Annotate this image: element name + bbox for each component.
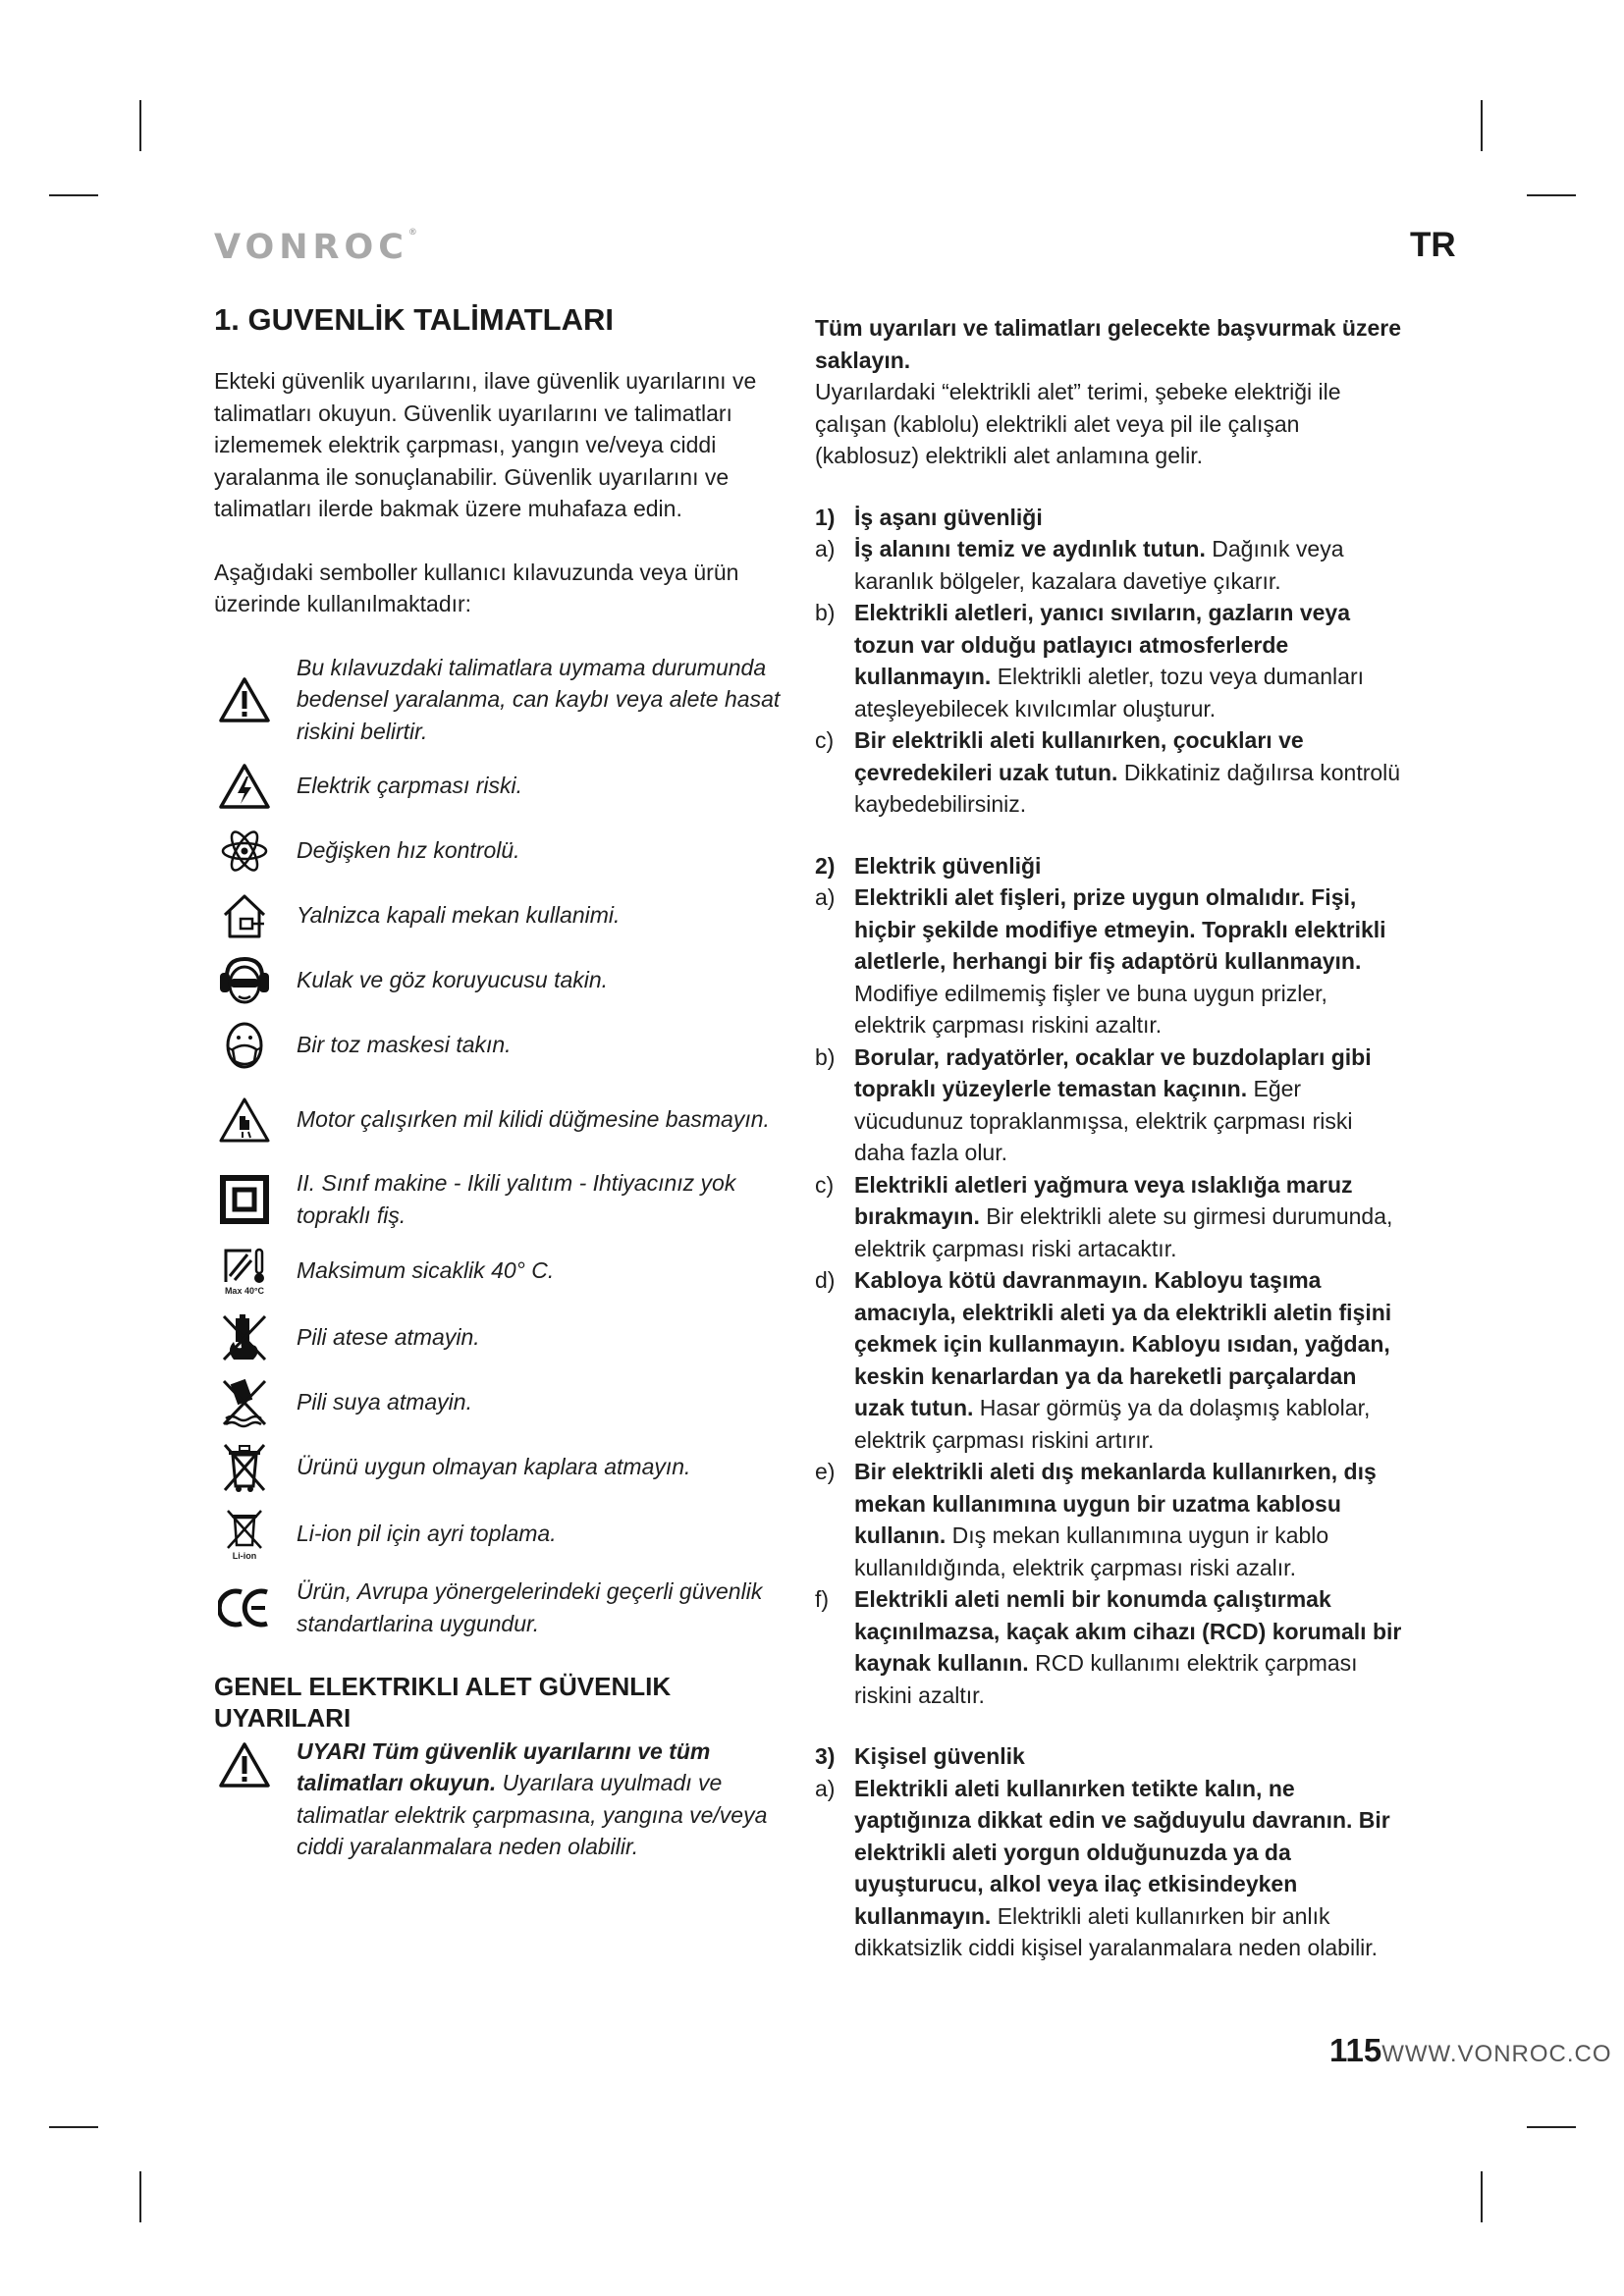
symbol-text: Ürün, Avrupa yönergelerindeki geçerli güvenlik standartlarina uygundur. (297, 1578, 763, 1636)
symbol-text: Değişken hız kontrolü. (297, 837, 520, 864)
symbol-row (214, 1237, 793, 1306)
list-item: a) Elektrikli alet fişleri, prize uygun olmalıdır. Fişi, hiçbir şekilde modifiye etmeyin. Topraklı elektrikli aletlerle, herhangi bir fiş adaptörü kullanmayın. Modifiye edilmemiş fişler ve buna uygun prizler, elektrik çarpması riskini azaltır. (815, 884, 1386, 1038)
no-fire-battery-icon (214, 1312, 275, 1363)
symbol-row (214, 948, 793, 1013)
symbol-row (214, 1500, 793, 1569)
section-heading: 1) İş aşanı güvenliği (815, 504, 1043, 530)
symbol-row (214, 1306, 793, 1370)
symbol-row (214, 1370, 793, 1435)
symbol-text: Li-ion pil için ayri toplama. (297, 1521, 557, 1547)
crop-mark (1481, 2171, 1483, 2222)
max-temperature-icon (214, 1247, 275, 1296)
page-footer (1329, 2032, 1612, 2069)
symbols-intro: Aşağıdaki semboller kullanıcı kılavuzunda veya ürün üzerinde kullanılmaktadır: (214, 559, 739, 616)
symbol-row (214, 1162, 793, 1237)
ear-eye-protection-icon (214, 955, 275, 1006)
symbol-row (214, 1078, 793, 1162)
class-ii-icon (214, 1175, 275, 1224)
symbol-row (214, 1435, 793, 1500)
symbol-text: Ürünü uygun olmayan kaplara atmayın. (297, 1454, 691, 1480)
page-number: 115 (1329, 2032, 1382, 2068)
warning-block (214, 1735, 793, 1863)
symbol-row (214, 646, 793, 754)
ce-mark-icon (214, 1588, 275, 1628)
electric-shock-icon (214, 763, 275, 810)
list-item: d) Kabloya kötü davranmayın. Kabloyu taşıma amacıyla, elektrikli aleti ya da elektrikli aletin fişini çekmek için kullanmayın. Kabloyu ısıdan, yağdan, keskin kenarlardan ya da hareketli parçalardan uzak tutun. Hasar görmüş ya da dolaşmış kablolar, elektrik çarpması riskini artırır. (815, 1267, 1392, 1453)
max-temp-label: Max 40°C (224, 1285, 265, 1296)
general-warnings-title: GENEL ELEKTRIKLI ALET GÜVENLIK UYARILARI (214, 1671, 672, 1733)
warning-bold: UYARI Tüm güvenlik uyarılarını ve tüm talimatları okuyun. (297, 1737, 711, 1795)
crop-mark (1527, 194, 1576, 196)
no-water-battery-icon (214, 1377, 275, 1428)
warning-triangle-icon (214, 676, 275, 723)
list-item: c) Bir elektrikli aleti kullanırken, çocukları ve çevredekileri uzak tutun. Dikkatiniz dağılırsa kontrolü kaybedebilirsiniz. (815, 727, 1401, 817)
section-personal-safety (815, 1740, 1404, 1964)
list-item: a) İş alanını temiz ve aydınlık tutun. Dağınık veya karanlık bölgeler, kazalara davetiye çıkarır. (815, 536, 1344, 594)
list-item: c) Elektrikli aletleri yağmura veya ıslaklığa maruz bırakmayın. Bir elektrikli alete su girmesi durumunda, elektrik çarpması riski artacaktır. (815, 1171, 1393, 1261)
symbol-text: Motor çalışırken mil kilidi düğmesine basmayın. (297, 1106, 770, 1133)
list-item: a) Elektrikli aleti kullanırken tetikte kalın, ne yaptığınıza dikkat edin ve sağduyulu davranın. Bir elektrikli aleti yorgun olduğunuzda ya da uyuşturucu, alkol veya ilaç etkisindeyken kullanmayın. Elektrikli aleti kullanırken bir anlık dikkatsizlik ciddi kişisel yaralanmalara neden olabilir. (815, 1775, 1390, 1960)
crop-mark (49, 2126, 98, 2128)
symbol-row (214, 883, 793, 948)
right-column (815, 312, 1404, 1964)
li-ion-label: Li-ion (232, 1550, 257, 1561)
symbol-text: Pili suya atmayin. (297, 1389, 472, 1415)
indoor-use-icon (214, 891, 275, 940)
section-electrical-safety (815, 850, 1404, 1712)
spindle-lock-warning-icon (214, 1096, 275, 1144)
warning-text (275, 1735, 793, 1863)
symbol-text: II. Sınıf makine - Ikili yalıtım - Ihtiyacınız yok topraklı fiş. (297, 1170, 736, 1228)
symbol-row (214, 819, 793, 883)
li-ion-recycle-icon (214, 1508, 275, 1561)
symbol-text: Elektrik çarpması riski. (297, 773, 523, 799)
page-title: 1. GUVENLİK TALİMATLARI (214, 302, 614, 337)
list-item: f) Elektrikli aleti nemli bir konumda çalıştırmak kaçınılmazsa, kaçak akım cihazı (RCD) korumalı bir kaynak kullanın. RCD kullanımı elektrik çarpması riskini azaltır. (815, 1586, 1402, 1708)
symbol-text: Bu kılavuzdaki talimatlara uymama durumunda bedensel yaralanma, can kaybı veya alete hasat riskini belirtir. (297, 654, 781, 744)
power-tool-term: Uyarılardaki “elektrikli alet” terimi, şebeke elektriği ile çalışan (kablolu) elektrikli alet veya pil ile çalışan (kablosuz) elektrikli alet anlamına gelir. (815, 379, 1341, 468)
crop-mark (1527, 2126, 1576, 2128)
intro-paragraph: Ekteki güvenlik uyarılarını, ilave güvenlik uyarılarını ve talimatları okuyun. Güvenlik uyarılarını ve talimatları izlememek elektrik çarpması, yangın ve/veya ciddi yaralanma ile sonuçlanabilir. Güvenlik uyarılarını ve talimatları ilerde bakmak üzere muhafaza edin. (214, 368, 757, 521)
warning-body: Uyarılara uyulmadı ve talimatlar elektrik çarpmasına, yangına ve/veya ciddi yaralanmalara neden olabilir. (297, 1770, 768, 1859)
list-item: b) Elektrikli aletleri, yanıcı sıvıların, gazların veya tozun var olduğu patlayıcı atmosferlerde kullanmayın. Elektrikli aletler, tozu veya dumanları ateşleyebilecek kıvılcımlar oluşturur. (815, 600, 1364, 721)
keep-instructions: Tüm uyarıları ve talimatları gelecekte başvurmak üzere saklayın. (815, 315, 1402, 373)
crop-mark (139, 2171, 141, 2222)
symbol-text: Kulak ve göz koruyucusu takin. (297, 967, 609, 993)
list-item: b) Borular, radyatörler, ocaklar ve buzdolapları gibi topraklı yüzeylerle temastan kaçının. Eğer vücudunuz topraklanmışsa, elektrik çarpması riski daha fazla olur. (815, 1043, 1372, 1165)
symbol-text: Bir toz maskesi takın. (297, 1032, 512, 1058)
crop-mark (139, 100, 141, 151)
symbol-row (214, 1013, 793, 1078)
language-code: TR (1410, 226, 1456, 264)
list-item: e) Bir elektrikli aleti dış mekanlarda kullanırken, dış mekan kullanımına uygun bir uzatma kablosu kullanın. Dış mekan kullanımına uygun ir kablo kullanıldığında, elektrik çarpması riski azalır. (815, 1459, 1377, 1580)
symbol-text: Pili atese atmayin. (297, 1324, 480, 1351)
brand-logo: VONROC® (214, 228, 417, 267)
dust-mask-icon (214, 1020, 275, 1071)
section-work-area (815, 502, 1404, 821)
footer-url: WWW.VONROC.CO (1381, 2041, 1612, 2067)
left-column (214, 300, 793, 1863)
section-heading: 3) Kişisel güvenlik (815, 1743, 1025, 1769)
symbol-list (214, 646, 793, 1647)
variable-speed-icon (214, 828, 275, 875)
warning-triangle-icon (214, 1735, 275, 1789)
crop-mark (1481, 100, 1483, 151)
section-heading: 2) Elektrik güvenliği (815, 852, 1042, 879)
symbol-row (214, 1569, 793, 1647)
symbol-text: Maksimum sicaklik 40° C. (297, 1257, 555, 1284)
symbol-text: Yalnizca kapali mekan kullanimi. (297, 902, 621, 929)
symbol-row (214, 754, 793, 819)
weee-bin-icon (214, 1441, 275, 1494)
crop-mark (49, 194, 98, 196)
